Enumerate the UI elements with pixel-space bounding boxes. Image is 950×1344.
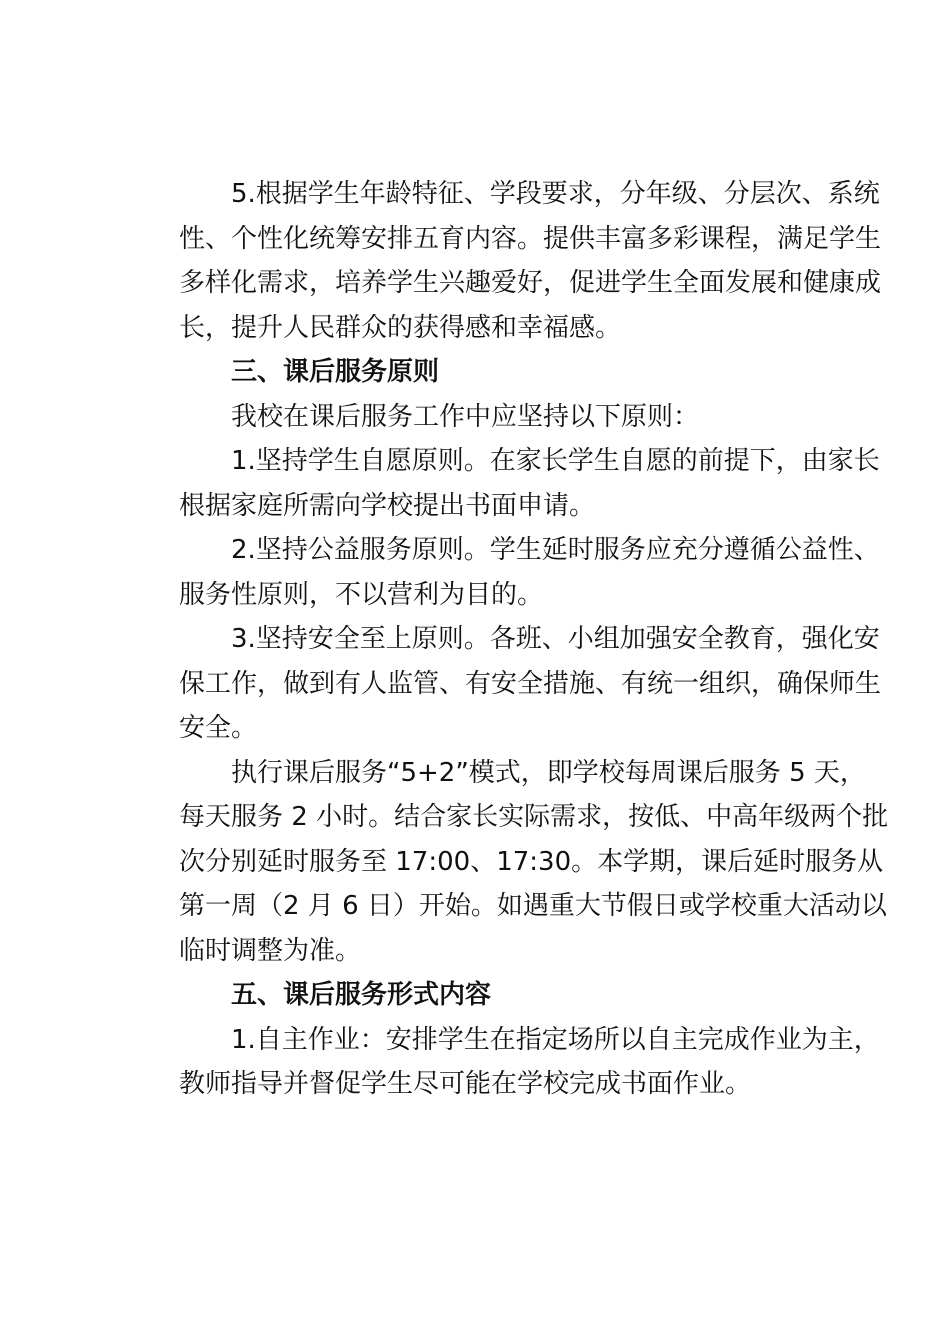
paragraph-principles-intro (127, 395, 833, 440)
heading-text: 五、课后服务形式内容 (231, 980, 492, 1010)
heading-text: 三、课后服务原则 (231, 357, 440, 387)
paragraph-age-features (127, 172, 882, 350)
text-line: 我校在课后服务工作中应坚持以下原则： (231, 401, 700, 432)
text-line: 1.自主作业：安排学生在指定场所以自主完成作业为主， (231, 1024, 880, 1055)
text-line: 1.坚持学生自愿原则。在家长学生自愿的前提下，由家长 (231, 446, 880, 476)
text-line: 3.坚持安全至上原则。各班、小组加强安全教育，强化安 (231, 624, 880, 654)
text-line: 安全。 (179, 713, 258, 743)
text-line: 保工作，做到有人监管、有安全措施、有统一组织，确保师生 (179, 668, 882, 699)
text-line: 长，提升人民群众的获得感和幸福感。 (179, 312, 622, 343)
text-line: 服务性原则，不以营利为目的。 (179, 579, 544, 610)
text-line: 教师指导并督促学生尽可能在学校完成书面作业。 (179, 1069, 752, 1099)
section-heading-forms-content (127, 973, 833, 1018)
text-line: 临时调整为准。 (179, 935, 362, 966)
paragraph-principle-safety (127, 617, 882, 751)
paragraph-principle-voluntary (127, 439, 880, 528)
paragraph-principle-public-welfare (127, 528, 880, 617)
text-line: 每天服务 2 小时。结合家长实际需求，按低、中高年级两个批 (179, 802, 889, 832)
text-line: 次分别延时服务至 17:00、17:30。本学期，课后延时服务从 (179, 846, 884, 877)
section-heading-principles (127, 350, 833, 395)
document-body (127, 172, 889, 1107)
text-line: 第一周（2 月 6 日）开始。如遇重大节假日或学校重大活动以 (179, 891, 887, 921)
text-line: 根据家庭所需向学校提出书面申请。 (179, 490, 596, 521)
text-line: 2.坚持公益服务原则。学生延时服务应充分遵循公益性、 (231, 535, 880, 565)
text-line: 性、个性化统筹安排五育内容。提供丰富多彩课程，满足学生 (179, 223, 882, 254)
text-line: 5.根据学生年龄特征、学段要求，分年级、分层次、系统 (231, 179, 880, 209)
text-line: 执行课后服务“5+2”模式，即学校每周课后服务 5 天， (231, 757, 866, 788)
text-line: 多样化需求，培养学生兴趣爱好，促进学生全面发展和健康成 (179, 268, 882, 298)
paragraph-service-mode (127, 751, 889, 974)
paragraph-homework (127, 1018, 880, 1107)
